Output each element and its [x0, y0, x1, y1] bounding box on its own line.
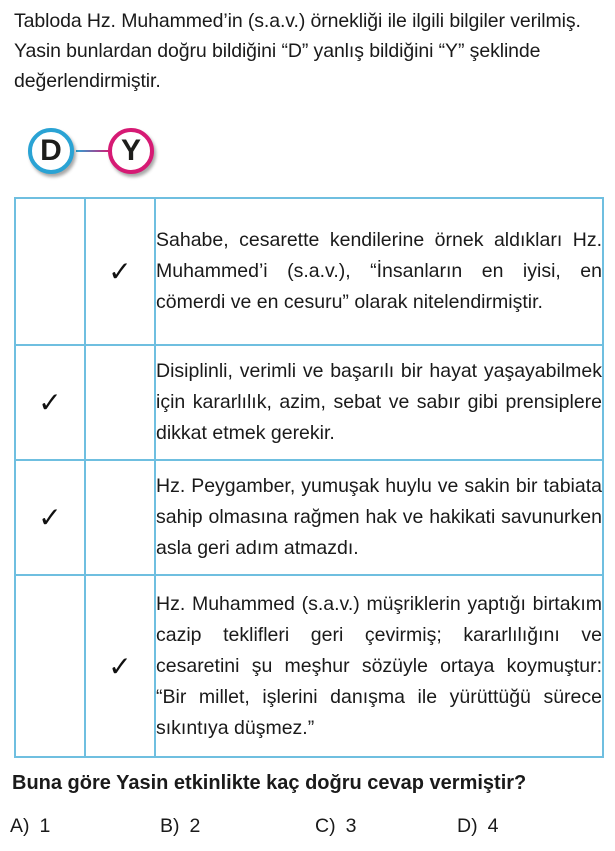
true-mark-cell	[15, 198, 85, 345]
false-mark-cell	[85, 460, 155, 575]
answer-options	[10, 815, 610, 843]
statements-table	[14, 197, 604, 758]
option-value: 4	[487, 815, 499, 837]
option-value: 3	[345, 815, 357, 837]
option-value: 2	[189, 815, 201, 837]
option-d[interactable]	[457, 815, 498, 838]
false-mark-cell	[85, 345, 155, 460]
legend-false-badge: Y	[108, 128, 154, 174]
statement-text: Disiplinli, verimli ve başarılı bir hayat yaşayabilmek için kararlılık, azim, sebat ve sabır gibi prensiplere dikkat etmek gerekir.	[155, 345, 603, 460]
option-letter: A)	[10, 815, 30, 837]
option-value: 1	[39, 815, 51, 837]
intro-text: Tabloda Hz. Muhammed’in (s.a.v.) örnekliği ile ilgili bilgiler verilmiş. Yasin bunlardan doğru bildiğini “D” yanlış bildiğini “Y” şeklinde değerlendirmiştir.	[14, 10, 581, 92]
false-mark-cell: ✓	[85, 575, 155, 757]
table-row	[15, 198, 603, 345]
true-mark-cell: ✓	[15, 460, 85, 575]
table-row	[15, 575, 603, 757]
statement-text: Hz. Peygamber, yumuşak huylu ve sakin bir tabiata sahip olmasına rağmen hak ve hakikati savunurken asla geri adım atmazdı.	[155, 460, 603, 575]
legend-true-badge: D	[28, 128, 74, 174]
option-a[interactable]	[10, 815, 50, 838]
option-b[interactable]	[160, 815, 200, 838]
option-letter: B)	[160, 815, 180, 837]
option-letter: C)	[315, 815, 336, 837]
table-row	[15, 460, 603, 575]
false-mark-cell: ✓	[85, 198, 155, 345]
option-c[interactable]	[315, 815, 356, 838]
dy-legend	[24, 124, 174, 184]
question-text: Buna göre Yasin etkinlikte kaç doğru cevap vermiştir?	[12, 772, 527, 794]
option-letter: D)	[457, 815, 478, 837]
statement-text: Sahabe, cesarette kendilerine örnek aldıkları Hz. Muhammed’i (s.a.v.), “İnsanların en iyisi, en cömerdi ve en cesuru” olarak nitelendirmiştir.	[155, 198, 603, 345]
legend-connector	[76, 150, 110, 152]
true-mark-cell	[15, 575, 85, 757]
true-mark-cell: ✓	[15, 345, 85, 460]
statement-text: Hz. Muhammed (s.a.v.) müşriklerin yaptığı birtakım cazip teklifleri geri çevirmiş; kararlılığını ve cesaretini şu meşhur sözüyle ortaya koymuştur: “Bir millet, işlerini danışma ile yürüttüğü sürece sıkıntıya düşmez.”	[155, 575, 603, 757]
table-row	[15, 345, 603, 460]
